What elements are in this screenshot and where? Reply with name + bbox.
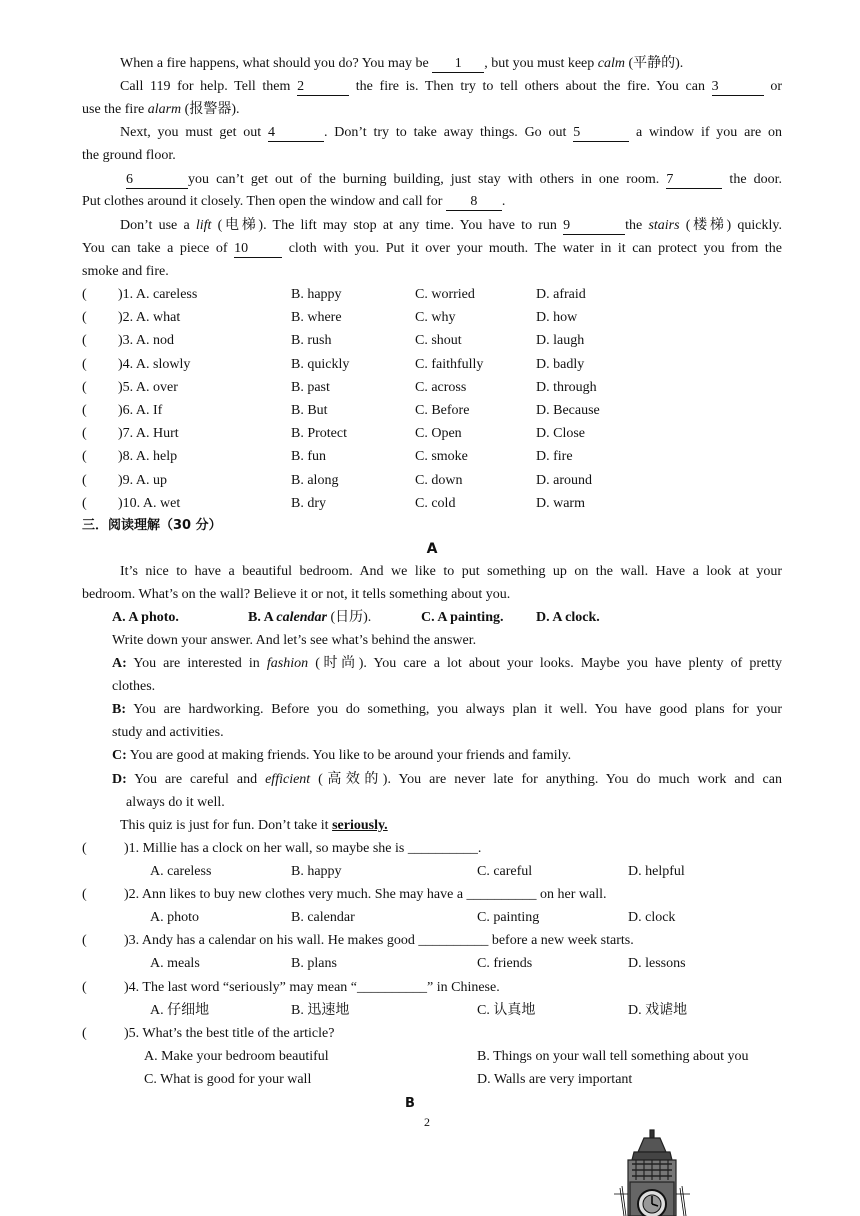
text: a window if you are on xyxy=(629,125,783,140)
option-a: )2. A. what xyxy=(118,310,181,326)
answer-paren: ( xyxy=(82,933,87,949)
text: When a fire happens, what should you do? You may be xyxy=(120,56,433,71)
cloze-question-row xyxy=(82,308,782,328)
blank-2: 2 xyxy=(297,79,349,96)
text: . Don’t try to take away things. Go out xyxy=(323,125,574,140)
underlined-word: seriously. xyxy=(332,818,388,833)
answer-d xyxy=(112,770,782,790)
intro-line: It’s nice to have a beautiful bedroom. And we like to put something up on the wall. Have a look at your xyxy=(120,564,782,579)
clock-tower-illustration xyxy=(606,1128,698,1216)
blank-7: 7 xyxy=(666,172,722,189)
instruction-line: Write down your answer. And let’s see what’s behind the answer. xyxy=(112,633,477,648)
passage-line xyxy=(126,170,782,190)
option-a: A. Make your bedroom beautiful xyxy=(144,1049,329,1064)
option-d: D. Close xyxy=(536,426,585,442)
blank-10: 10 xyxy=(234,241,282,258)
answer-paren: ( xyxy=(82,841,87,856)
reading-question-row xyxy=(82,931,782,951)
option-d: D. Because xyxy=(536,403,600,418)
text: on her wall. xyxy=(536,887,607,903)
text: Next, you must get out xyxy=(120,125,268,140)
italic-word: calm xyxy=(597,56,625,71)
answer-b-line2: study and activities. xyxy=(112,725,224,740)
answer-d-line2: always do it well. xyxy=(126,795,225,810)
passage-line xyxy=(120,54,782,74)
text: )2. Ann likes to buy new clothes very much. She may have a xyxy=(124,887,467,903)
option-a: )10. A. wet xyxy=(118,495,181,511)
answer-blank: __________ xyxy=(357,979,428,995)
answer-paren: ( xyxy=(82,1026,87,1041)
option-a: )1. A. careless xyxy=(118,287,198,302)
cloze-question-row xyxy=(82,494,782,514)
text: (楼梯) quickly. xyxy=(679,218,782,233)
text: the xyxy=(625,218,649,233)
text: B. A xyxy=(248,610,277,625)
option-a: )9. A. up xyxy=(118,472,167,488)
page-number: 2 xyxy=(424,1115,430,1129)
answer-b xyxy=(112,700,782,720)
passage-line xyxy=(120,216,782,236)
answer-paren: ( xyxy=(82,449,87,465)
text: Call 119 for help. Tell them xyxy=(120,79,298,94)
text: You are hardworking. Before you do something, you always plan it well. You have good plans for your xyxy=(126,702,782,717)
answer-blank: __________ xyxy=(466,887,537,903)
option-b: B. calendar xyxy=(291,910,355,926)
cloze-question-row xyxy=(82,471,782,491)
option-b: B. rush xyxy=(291,333,332,349)
answer-c xyxy=(112,746,812,766)
wall-option-a: A. A photo. xyxy=(112,610,179,625)
wall-option-c: C. A painting. xyxy=(421,610,504,625)
option-c: C. friends xyxy=(477,956,533,972)
text: . xyxy=(501,194,506,209)
option-d: D. how xyxy=(536,310,578,326)
question-stem xyxy=(124,885,607,905)
option-b: B. happy xyxy=(291,864,342,879)
passage-line xyxy=(82,239,782,259)
reading-question-row xyxy=(82,885,782,905)
cloze-question-row xyxy=(82,401,782,421)
question-stem: )5. What’s the best title of the article? xyxy=(124,1026,335,1041)
answer-a-line2: clothes. xyxy=(112,679,156,694)
answer-paren: ( xyxy=(82,379,87,395)
blank-8: 8 xyxy=(446,194,502,211)
label: B: xyxy=(112,702,126,717)
option-c: C. why xyxy=(415,310,456,326)
text: you can’t get out of the burning building, just stay with others in one room. xyxy=(188,172,667,187)
option-b: B. Things on your wall tell something about you xyxy=(477,1049,749,1064)
question-5-options xyxy=(82,1047,782,1067)
option-b: B. dry xyxy=(291,495,326,511)
passage-line xyxy=(120,77,782,97)
option-c: C. across xyxy=(415,379,467,395)
blank-4: 4 xyxy=(268,125,324,142)
option-d: D. lessons xyxy=(628,956,686,972)
option-a: A. careless xyxy=(150,864,212,879)
question-stem xyxy=(124,839,481,859)
option-b: B. quickly xyxy=(291,356,350,372)
cloze-question-row xyxy=(82,378,782,398)
text: . xyxy=(477,841,482,856)
part-b-title: B xyxy=(405,1096,415,1111)
option-b: B. along xyxy=(291,472,339,488)
option-d: D. warm xyxy=(536,495,585,511)
text: Don’t use a xyxy=(120,218,196,233)
passage-line: smoke and fire. xyxy=(82,264,169,279)
answer-paren: ( xyxy=(82,287,87,302)
option-a: )8. A. help xyxy=(118,449,178,465)
blank-1: 1 xyxy=(432,56,484,73)
text: the fire is. Then try to tell others about the fire. You can xyxy=(349,79,712,94)
blank-9: 9 xyxy=(563,218,625,235)
label: C: xyxy=(112,748,127,763)
option-c: C. shout xyxy=(415,333,462,349)
option-c: C. faithfully xyxy=(415,356,484,372)
option-c: C. worried xyxy=(415,287,475,302)
cloze-question-row xyxy=(82,355,782,375)
answer-paren: ( xyxy=(82,472,87,488)
question-stem xyxy=(124,978,500,998)
text: or xyxy=(763,79,782,94)
option-d: D. clock xyxy=(628,910,676,926)
answer-paren: ( xyxy=(82,333,87,349)
text: (报警器). xyxy=(181,102,240,117)
cloze-question-row xyxy=(82,447,782,467)
italic-word: stairs xyxy=(648,218,680,233)
italic-word: alarm xyxy=(147,102,182,117)
text: before a new week starts. xyxy=(488,933,634,949)
answer-blank: __________ xyxy=(407,841,478,856)
option-b: B. fun xyxy=(291,449,326,465)
option-b: B. Protect xyxy=(291,426,347,442)
italic-word: efficient xyxy=(265,772,311,787)
option-b: B. where xyxy=(291,310,342,326)
part-a-title: A xyxy=(426,541,438,557)
option-b: B. 迅速地 xyxy=(291,1002,350,1018)
blank-6: 6 xyxy=(126,172,188,189)
option-d: D. 戏谑地 xyxy=(628,1002,688,1018)
text: )1. Millie has a clock on her wall, so maybe she is xyxy=(124,841,408,856)
option-d: D. laugh xyxy=(536,333,585,349)
passage-line: the ground floor. xyxy=(82,148,176,163)
blank-5: 5 xyxy=(573,125,629,142)
question-stem xyxy=(124,931,634,951)
option-a: )7. A. Hurt xyxy=(118,426,179,442)
answer-paren: ( xyxy=(82,310,87,326)
option-c: C. painting xyxy=(477,910,540,926)
text: use the fire xyxy=(82,102,148,117)
text: (日历). xyxy=(326,610,372,625)
option-d: D. helpful xyxy=(628,864,685,879)
wall-options xyxy=(82,608,782,628)
option-a: A. meals xyxy=(150,956,200,972)
answer-paren: ( xyxy=(82,426,87,442)
text: (时尚). You care a lot about your looks. Maybe you have plenty of pretty xyxy=(308,656,783,671)
option-b: B. plans xyxy=(291,956,337,972)
reading-options-row xyxy=(82,862,782,882)
cloze-question-row xyxy=(82,285,782,305)
text: (高效的). You are never late for anything. You do much work and can xyxy=(310,772,782,787)
answer-paren: ( xyxy=(82,403,87,418)
option-a: )5. A. over xyxy=(118,379,178,395)
blank-3: 3 xyxy=(712,79,764,96)
question-5 xyxy=(82,1024,782,1044)
answer-paren: ( xyxy=(82,979,87,995)
option-b: B. But xyxy=(291,403,328,418)
reading-options-row xyxy=(82,954,782,974)
option-a: A. 仔细地 xyxy=(150,1002,210,1018)
text: (电梯). The lift may stop at any time. You have to run xyxy=(211,218,564,233)
option-c: C. careful xyxy=(477,864,533,879)
option-b: B. happy xyxy=(291,287,342,302)
option-a: )6. A. If xyxy=(118,403,163,418)
option-c: C. smoke xyxy=(415,449,468,465)
section-heading: 三．阅读理解（30 分） xyxy=(82,518,222,533)
option-c: C. 认真地 xyxy=(477,1002,536,1018)
intro-line: bedroom. What’s on the wall? Believe it or not, it tells something about you. xyxy=(82,587,511,602)
text: ” in Chinese. xyxy=(427,979,500,995)
option-c: C. cold xyxy=(415,495,456,511)
text: You can take a piece of xyxy=(82,241,235,256)
label: A: xyxy=(112,656,127,671)
answer-paren: ( xyxy=(82,356,87,372)
text: )3. Andy has a calendar on his wall. He makes good xyxy=(124,933,419,949)
option-d: D. through xyxy=(536,379,597,395)
reading-options-row xyxy=(82,1001,782,1021)
text: , but you must keep xyxy=(484,56,598,71)
quiz-note xyxy=(120,816,820,836)
option-d: D. badly xyxy=(536,356,585,372)
option-c: C. Before xyxy=(415,403,470,418)
answer-a xyxy=(112,654,782,674)
text: You are interested in xyxy=(126,656,267,671)
italic-word: fashion xyxy=(266,656,309,671)
option-d: D. around xyxy=(536,472,592,488)
passage-line xyxy=(120,123,782,143)
wall-option-d: D. A clock. xyxy=(536,610,600,625)
wall-option-b xyxy=(248,608,371,628)
answer-paren: ( xyxy=(82,887,87,903)
reading-options-row xyxy=(82,908,782,928)
option-c: C. Open xyxy=(415,426,462,442)
option-d: D. Walls are very important xyxy=(477,1072,633,1087)
text: You are careful and xyxy=(126,772,266,787)
option-c: C. What is good for your wall xyxy=(144,1072,312,1087)
reading-question-row xyxy=(82,978,782,998)
option-a: )3. A. nod xyxy=(118,333,174,349)
reading-question-row xyxy=(82,839,782,859)
italic-word: lift xyxy=(195,218,212,233)
option-d: D. fire xyxy=(536,449,573,465)
text: the door. xyxy=(722,172,782,187)
option-c: C. down xyxy=(415,472,463,488)
text: cloth with you. Put it over your mouth. The water in it can protect you from the xyxy=(282,241,782,256)
cloze-question-row xyxy=(82,331,782,351)
label: D: xyxy=(112,772,127,787)
option-b: B. past xyxy=(291,379,330,395)
option-a: A. photo xyxy=(150,910,199,926)
italic-word: calendar xyxy=(276,610,327,625)
cloze-question-row xyxy=(82,424,782,444)
text: You are good at making friends. You like to be around your friends and family. xyxy=(126,748,572,763)
text: Put clothes around it closely. Then open the window and call for xyxy=(82,194,446,209)
text: (平静的). xyxy=(624,56,684,71)
question-5-options xyxy=(82,1070,782,1090)
option-a: )4. A. slowly xyxy=(118,356,191,372)
passage-line xyxy=(82,192,782,212)
option-d: D. afraid xyxy=(536,287,586,302)
answer-blank: __________ xyxy=(418,933,489,949)
answer-paren: ( xyxy=(82,495,87,511)
passage-line xyxy=(82,100,782,120)
text: This quiz is just for fun. Don’t take it xyxy=(120,818,333,833)
text: )4. The last word “seriously” may mean “ xyxy=(124,979,358,995)
